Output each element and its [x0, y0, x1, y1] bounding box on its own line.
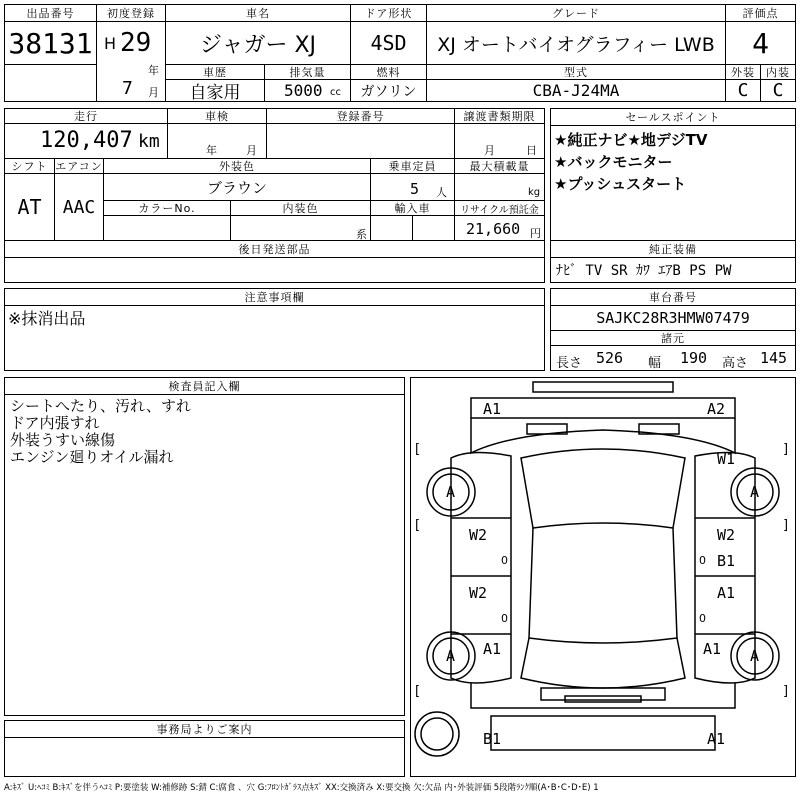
inspector-line-1: シートへたり、汚れ、すれ	[10, 397, 191, 415]
equip-label: 純正装備	[550, 240, 796, 258]
import-label: 輸入車	[370, 200, 455, 216]
displacement-label: 排気量	[264, 64, 351, 80]
history-label: 車歴	[165, 64, 265, 80]
displacement-value: 5000	[284, 81, 323, 100]
year-unit: 年	[148, 64, 159, 77]
displacement-unit: cc	[330, 87, 341, 98]
lot-no-blank	[4, 64, 97, 102]
ac-label: エアコン	[55, 160, 103, 173]
load-unit: kg	[528, 187, 541, 198]
mileage-unit: km	[138, 131, 160, 152]
bracket-left-mid: [	[415, 518, 421, 533]
inspection-label: 車検	[167, 108, 267, 124]
grade-label: グレード	[426, 4, 726, 22]
model-label: 型式	[426, 64, 726, 80]
tire-mark-rear-left: A	[446, 647, 456, 665]
plate-box	[266, 123, 455, 159]
capacity-value: 5	[410, 180, 420, 198]
first-reg-label: 初度登録	[96, 4, 166, 22]
bracket-right-bottom: ]	[783, 684, 789, 699]
parts-label: 後日発送部品	[4, 240, 545, 258]
sales-point-2: ★バックモニター	[554, 153, 673, 171]
bracket-left-top: [	[415, 442, 421, 457]
mark-w2-right-front-door: W2	[717, 526, 736, 544]
bracket-right-top: ]	[783, 442, 789, 457]
shift-label: シフト	[4, 158, 55, 174]
exterior-value: C	[725, 79, 761, 102]
dims-label: 諸元	[550, 330, 796, 346]
recycle-value: 21,660	[466, 220, 521, 238]
width-label: 幅	[648, 356, 662, 371]
mark-a1-right-rear-fender: A1	[703, 640, 722, 658]
ext-color-label: 外装色	[103, 158, 371, 174]
plate-label: 登録番号	[266, 108, 455, 124]
office-box	[4, 737, 405, 777]
shift-value: AT	[4, 173, 55, 241]
era-value: H	[104, 34, 117, 53]
car-diagram	[410, 377, 796, 777]
car-outline	[411, 378, 795, 776]
inspector-line-4: エンジン廻りオイル漏れ	[10, 448, 174, 466]
notes-text: ※抹消出品	[8, 309, 86, 328]
tire-mark-rear-right: A	[750, 647, 760, 665]
door-value: 4SD	[350, 21, 427, 65]
height-label: 高さ	[722, 356, 749, 371]
chassis-value: SAJKC28R3HMW07479	[550, 305, 796, 331]
door-label: ドア形状	[350, 4, 427, 22]
bracket-right-mid: ]	[783, 518, 789, 533]
inspector-line-2: ドア内張すれ	[10, 414, 100, 432]
tire-mark-front-right: A	[750, 483, 760, 501]
car-name-label: 車名	[165, 4, 351, 22]
zero-mark-left-front: 0	[501, 554, 508, 567]
mileage-value: 120,407	[40, 128, 133, 153]
int-color-unit: 系	[356, 228, 367, 241]
interior-label: 内装	[760, 64, 796, 80]
mark-w2-left-rear-door: W2	[469, 584, 488, 602]
parts-box	[4, 257, 545, 283]
mark-a1-right-rear-door: A1	[717, 584, 736, 602]
legend: A:ｷｽﾞ U:ﾍｺﾐ B:ｷｽﾞを伴うﾍｺﾐ P:要塗装 W:補修跡 S:錆 C:腐食 、穴 G:ﾌﾛﾝﾄｶﾞﾗｽ点ｷｽﾞ XX:交換済み X:要交換 欠:欠品 内･外装評価 5段階ﾗﾝｸ順(A･B･C･D･E) 1	[4, 783, 599, 793]
mark-a1-rear-right: A1	[707, 730, 726, 748]
capacity-unit: 人	[436, 186, 447, 199]
equip-value: ﾅﾋﾞ TV SR ｶﾜ ｴｱB PS PW	[556, 263, 732, 279]
ac-value: AAC	[54, 173, 104, 241]
chassis-label: 車台番号	[550, 288, 796, 306]
zero-mark-left-rear: 0	[501, 612, 508, 625]
color-no-label: カラーNo.	[103, 200, 231, 216]
bracket-left-bottom: [	[415, 684, 421, 699]
model-value: CBA-J24MA	[426, 79, 726, 102]
transfer-day-unit: 日	[526, 144, 537, 157]
import-box-b	[412, 215, 455, 241]
recycle-unit: 円	[530, 227, 541, 240]
mark-b1-right-front-door: B1	[717, 552, 736, 570]
sales-point-3: ★プッシュスタート	[554, 175, 687, 193]
sales-label: セールスポイント	[550, 108, 796, 126]
width-value: 190	[680, 349, 708, 367]
int-color-label: 内装色	[230, 200, 371, 216]
import-box-a	[370, 215, 413, 241]
inspection-year-unit: 年	[206, 144, 217, 157]
fuel-value: ガソリン	[350, 79, 427, 102]
color-no-box	[103, 215, 231, 241]
inspection-month-unit: 月	[246, 144, 257, 157]
ext-color-value: ブラウン	[103, 173, 371, 201]
inspector-line-3: 外装うすい線傷	[10, 431, 116, 449]
month-unit: 月	[148, 86, 159, 99]
mark-w2-left-front-door: W2	[469, 526, 488, 544]
interior-value: C	[760, 79, 796, 102]
lot-no-label: 出品番号	[4, 4, 97, 22]
score-value: 4	[725, 21, 796, 65]
exterior-label: 外装	[725, 64, 761, 80]
zero-mark-right-rear: 0	[699, 612, 706, 625]
notes-label: 注意事項欄	[4, 288, 545, 306]
transfer-label: 譲渡書類期限	[454, 108, 545, 124]
length-value: 526	[596, 349, 624, 367]
capacity-label: 乗車定員	[370, 158, 455, 174]
mark-a2-front-right: A2	[707, 400, 726, 418]
transfer-month-unit: 月	[484, 144, 495, 157]
recycle-label: リサイクル預託金	[454, 200, 545, 216]
score-label: 評価点	[725, 4, 796, 22]
int-color-box	[230, 215, 371, 241]
mark-a1-front-left: A1	[483, 400, 502, 418]
fuel-label: 燃料	[350, 64, 427, 80]
tire-mark-front-left: A	[446, 483, 456, 501]
office-label: 事務局よりご案内	[4, 720, 405, 738]
history-value: 自家用	[165, 79, 265, 102]
month-value: 7	[122, 78, 133, 99]
mark-b1-rear-left: B1	[483, 730, 502, 748]
car-name-value: ジャガー XJ	[165, 21, 351, 65]
zero-mark-right-front: 0	[699, 554, 706, 567]
inspector-label: 検査員記入欄	[4, 377, 405, 395]
sales-point-1: ★純正ナビ★地デジTV	[554, 131, 708, 149]
grade-value: XJ オートバイオグラフィー LWB	[426, 21, 726, 65]
mark-w1-front-right: W1	[717, 450, 736, 468]
year-value: 29	[120, 28, 152, 58]
mark-a1-left-rear-fender: A1	[483, 640, 502, 658]
height-value: 145	[760, 349, 788, 367]
mileage-label: 走行	[4, 108, 168, 124]
load-label: 最大積載量	[454, 158, 545, 174]
length-label: 長さ	[556, 356, 583, 371]
lot-no-value: 38131	[4, 21, 97, 65]
